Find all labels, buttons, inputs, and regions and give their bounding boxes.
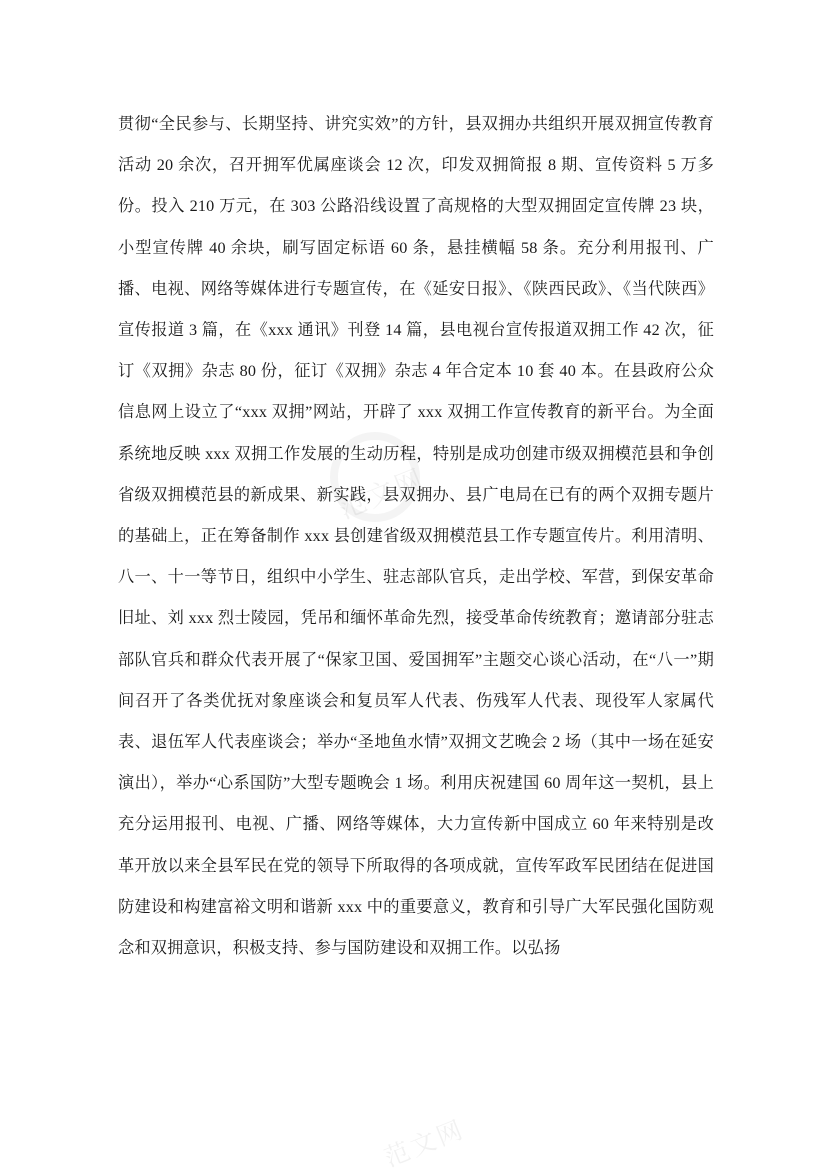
document-body: [118, 104, 714, 969]
watermark-text-secondary: 范文网: [380, 1115, 469, 1173]
watermark-text-primary: 范文网: [334, 463, 430, 525]
body-paragraph: 贯彻“全民参与、长期坚持、讲究实效”的方针，县双拥办共组织开展双拥宣传教育活动 20 余次，召开拥军优属座谈会 12 次，印发双拥简报 8 期、宣传资料 5 万多份。投入 210 万元，在 303 公路沿线设置了高规格的大型双拥固定宣传牌 23 块，小型宣传牌 40 余块，刷写固定标语 60 条，悬挂横幅 58 条。充分利用报刊、广播、电视、网络等媒体进行专题宣传，在《延安日报》、《陕西民政》、《当代陕西》宣传报道 3 篇，在《xxx 通讯》刊登 14 篇，县电视台宣传报道双拥工作 42 次，征订《双拥》杂志 80 份，征订《双拥》杂志 4 年合定本 10 套 40 本。在县政府公众信息网上设立了“xxx 双拥”网站，开辟了 xxx 双拥工作宣传教育的新平台。为全面系统地反映 xxx 双拥工作发展的生动历程，特别是成功创建市级双拥模范县和争创省级双拥模范县的新成果、新实践，县双拥办、县广电局在已有的两个双拥专题片的基础上，正在筹备制作 xxx 县创建省级双拥模范县工作专题宣传片。利用清明、八一、十一等节日，组织中小学生、驻志部队官兵，走出学校、军营，到保安革命旧址、刘 xxx 烈士陵园，凭吊和缅怀革命先烈，接受革命传统教育；邀请部分驻志部队官兵和群众代表开展了“保家卫国、爱国拥军”主题交心谈心活动，在“八一”期间召开了各类优抚对象座谈会和复员军人代表、伤残军人代表、现役军人家属代表、退伍军人代表座谈会；举办“圣地鱼水情”双拥文艺晚会 2 场（其中一场在延安演出），举办“心系国防”大型专题晚会 1 场。利用庆祝建国 60 周年这一契机，县上充分运用报刊、电视、广播、网络等媒体，大力宣传新中国成立 60 年来特别是改革开放以来全县军民在党的领导下所取得的各项成就，宣传军政军民团结在促进国防建设和构建富裕文明和谐新 xxx 中的重要意义，教育和引导广大军民强化国防观念和双拥意识，积极支持、参与国防建设和双拥工作。以弘扬: [118, 115, 714, 958]
